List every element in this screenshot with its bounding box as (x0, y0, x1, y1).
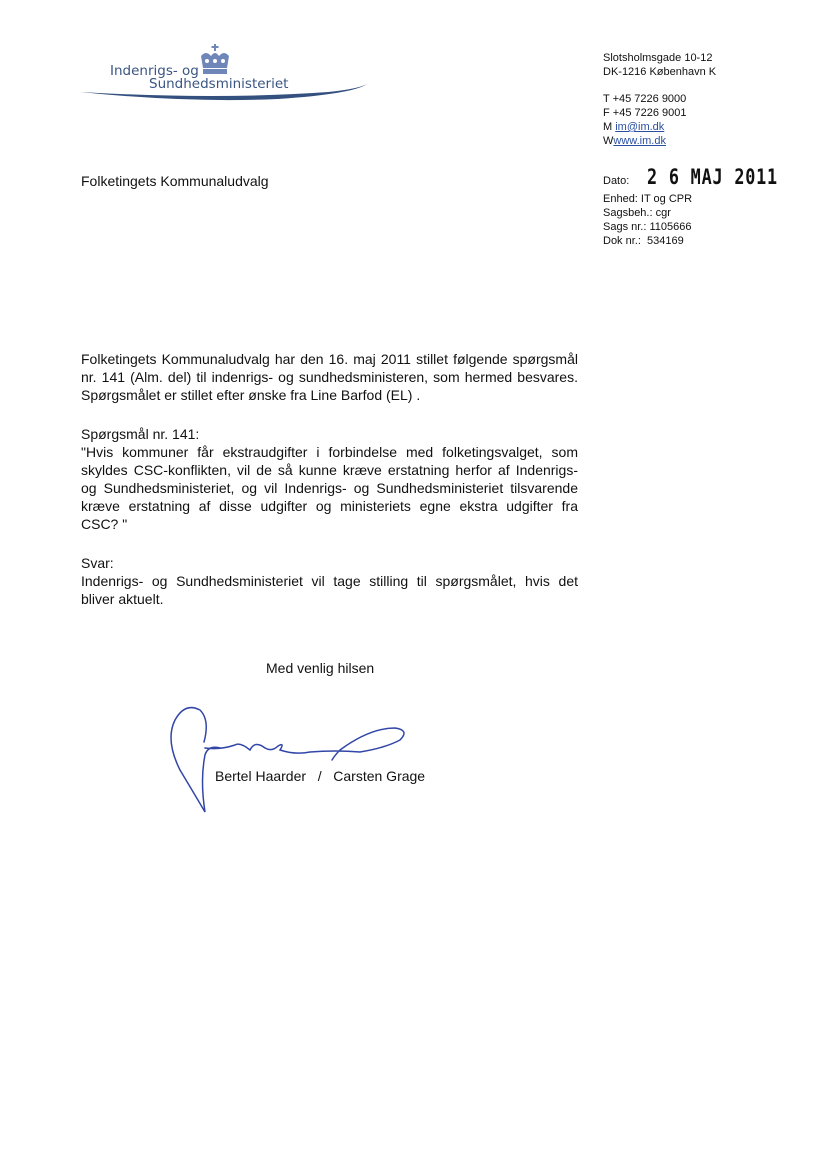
address-block (603, 51, 716, 148)
intro-line: Spørgsmålet er stillet efter ønske fra Line Barfod (EL) . (81, 387, 421, 403)
address-city: DK-1216 København K (603, 66, 717, 78)
question-heading: Spørgsmål nr. 141: (81, 426, 200, 442)
address-street: Slotsholmsgade 10-12 (603, 52, 713, 64)
answer-section (81, 554, 578, 608)
ministry-logo (78, 44, 368, 102)
meta-block (603, 165, 811, 248)
answer-line: Indenrigs- og Sundhedsministeriet vil tage stilling til spørgsmålet, hvis det (81, 573, 578, 589)
caseworker: Sagsbeh.: cgr (603, 207, 671, 219)
web-link[interactable]: www.im.dk (613, 135, 666, 147)
question-line: "Hvis kommuner får ekstraudgifter i forbindelse med folketingsvalget, som (81, 444, 578, 460)
logo-line2: Sundhedsministeriet (149, 76, 289, 92)
web-prefix: W (603, 135, 614, 147)
mail-prefix: M (603, 121, 613, 133)
unit: Enhed: IT og CPR (603, 193, 693, 205)
question-line: CSC? " (81, 516, 128, 532)
logo-swoosh (78, 78, 368, 102)
question-line: skyldes CSC-konflikten, vil de så kunne kræve erstatning herfor af Indenrigs- (81, 462, 578, 478)
fax: F +45 7226 9001 (603, 107, 687, 119)
intro-paragraph (81, 350, 578, 404)
answer-heading: Svar: (81, 555, 114, 571)
date-label: Dato: (603, 175, 630, 187)
closing: Med venlig hilsen (266, 660, 375, 676)
recipient: Folketingets Kommunaludvalg (81, 173, 269, 189)
crown-icon (198, 44, 232, 76)
case-number: Sags nr.: 1105666 (603, 221, 692, 233)
question-section (81, 425, 578, 533)
email-link[interactable]: im@im.dk (615, 121, 665, 133)
signatories: Bertel Haarder / Carsten Grage (215, 768, 426, 784)
phone: T +45 7226 9000 (603, 93, 687, 105)
intro-line: nr. 141 (Alm. del) til indenrigs- og sundhedsministeren, som hermed besvares. (81, 369, 578, 385)
date-stamp: 2 6 MAJ 2011 (647, 165, 778, 189)
document-number: Dok nr.: 534169 (603, 235, 684, 247)
answer-line: bliver aktuelt. (81, 591, 164, 607)
handwritten-signature (160, 700, 420, 815)
question-line: og Sundhedsministeriet, og vil Indenrigs- og Sundhedsministeriet tilsvarende (81, 480, 578, 496)
question-line: kræve erstatning af disse udgifter og ministeriets egne ekstra udgifter fra (81, 498, 578, 514)
logo-line1: Indenrigs- og (110, 63, 199, 79)
intro-line: Folketingets Kommunaludvalg har den 16. maj 2011 stillet følgende spørgsmål (81, 351, 578, 367)
